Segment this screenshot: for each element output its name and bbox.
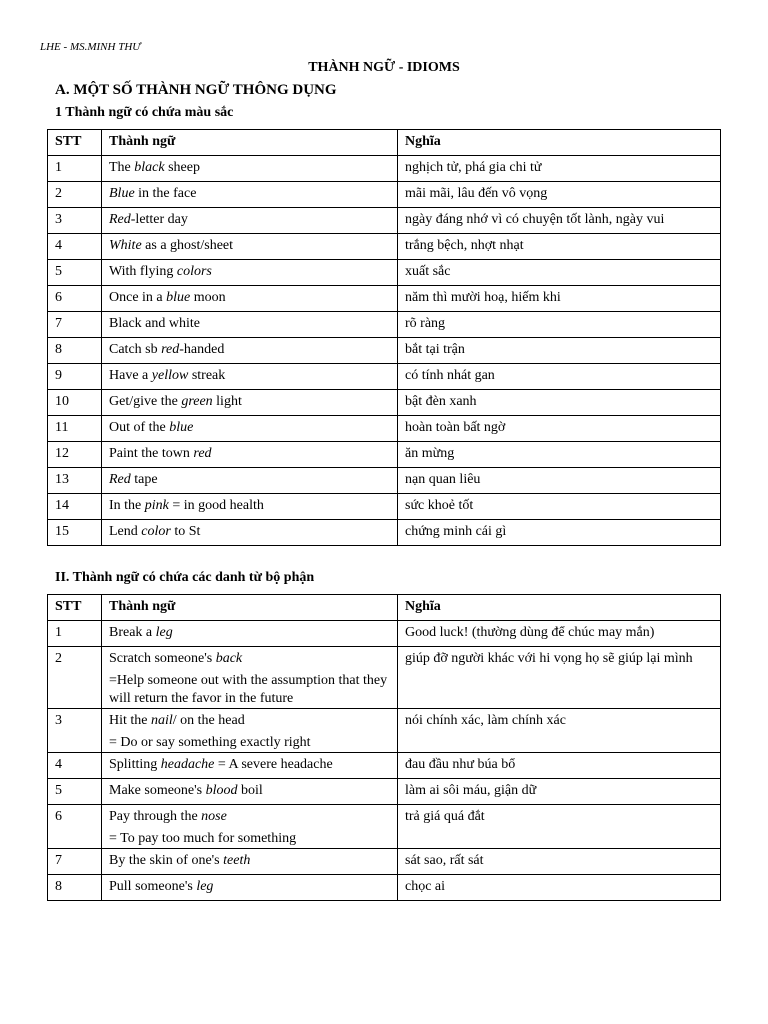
- idiom-keyword: red: [161, 342, 180, 357]
- meaning-cell: ngày đáng nhớ vì có chuyện tốt lành, ngày vui: [398, 208, 721, 234]
- idiom-keyword: color: [141, 524, 171, 539]
- table-row: [48, 442, 721, 468]
- idiom-keyword: leg: [196, 879, 214, 894]
- table-row: [48, 364, 721, 390]
- meaning-cell: nạn quan liêu: [398, 468, 721, 494]
- idioms-colors-table: [47, 129, 721, 546]
- table-row: [48, 468, 721, 494]
- idiom-keyword: nose: [201, 809, 227, 824]
- row-number: 1: [48, 156, 102, 182]
- meaning-cell: có tính nhát gan: [398, 364, 721, 390]
- idiom-text: Get/give the: [109, 394, 182, 409]
- idioms-body-parts-table: [47, 594, 721, 901]
- idiom-keyword: Red: [109, 472, 131, 487]
- idiom-cell: [102, 520, 398, 546]
- idiom-text: boil: [237, 783, 263, 798]
- idiom-text: streak: [188, 368, 226, 383]
- idiom-cell: [102, 779, 398, 805]
- document-header: LHE - MS.MINH THƯ: [40, 41, 141, 53]
- table-row: [48, 647, 721, 709]
- row-number: 8: [48, 338, 102, 364]
- idiom-keyword: headache: [160, 757, 215, 772]
- idiom-keyword: black: [134, 160, 165, 175]
- idiom-text: In the: [109, 498, 145, 513]
- row-number: 15: [48, 520, 102, 546]
- meaning-cell: sức khoẻ tốt: [398, 494, 721, 520]
- row-number: 7: [48, 849, 102, 875]
- idiom-text: Scratch someone's: [109, 651, 216, 666]
- idiom-keyword: White: [109, 238, 142, 253]
- idiom-text: as a ghost/sheet: [141, 238, 234, 253]
- meaning-cell: làm ai sôi máu, giận dữ: [398, 779, 721, 805]
- idiom-cell: [102, 875, 398, 901]
- table-row: [48, 875, 721, 901]
- row-number: 12: [48, 442, 102, 468]
- idiom-text: Splitting: [109, 757, 161, 772]
- table-row: [48, 182, 721, 208]
- row-number: 6: [48, 286, 102, 312]
- idiom-text: light: [212, 394, 242, 409]
- idiom-keyword: red: [193, 446, 212, 461]
- meaning-cell: nói chính xác, làm chính xác: [398, 709, 721, 753]
- document-title: THÀNH NGỮ - IDIOMS: [308, 60, 460, 75]
- row-number: 8: [48, 875, 102, 901]
- idiom-cell: [102, 621, 398, 647]
- idiom-cell: [102, 338, 398, 364]
- idiom-text: Pay through the: [109, 809, 202, 824]
- idiom-keyword: green: [181, 394, 213, 409]
- header-stt: STT: [48, 130, 102, 156]
- idiom-text: in the face: [134, 186, 197, 201]
- idiom-text: Break a: [109, 625, 156, 640]
- table-row: [48, 849, 721, 875]
- meaning-cell: rõ ràng: [398, 312, 721, 338]
- table-row: [48, 779, 721, 805]
- row-number: 4: [48, 753, 102, 779]
- table-row: [48, 520, 721, 546]
- idiom-text: -letter day: [130, 212, 188, 227]
- idiom-cell: [102, 805, 398, 849]
- row-number: 3: [48, 709, 102, 753]
- idiom-keyword: blood: [205, 783, 238, 798]
- row-number: 13: [48, 468, 102, 494]
- table-row: [48, 234, 721, 260]
- idiom-text: With flying: [109, 264, 177, 279]
- meaning-cell: mãi mãi, lâu đến vô vọng: [398, 182, 721, 208]
- idiom-text: -handed: [179, 342, 225, 357]
- meaning-cell: xuất sắc: [398, 260, 721, 286]
- idiom-cell: [102, 312, 398, 338]
- row-number: 11: [48, 416, 102, 442]
- meaning-cell: chứng minh cái gì: [398, 520, 721, 546]
- row-number: 10: [48, 390, 102, 416]
- table-row: [48, 312, 721, 338]
- idiom-text: Hit the: [109, 713, 151, 728]
- meaning-cell: trả giá quá đắt: [398, 805, 721, 849]
- table-row: [48, 286, 721, 312]
- row-number: 5: [48, 260, 102, 286]
- idiom-keyword: Red: [109, 212, 131, 227]
- table-row: [48, 416, 721, 442]
- meaning-cell: giúp đỡ người khác với hi vọng họ sẽ giúp lại mình: [398, 647, 721, 709]
- row-number: 4: [48, 234, 102, 260]
- idiom-cell: [102, 647, 398, 709]
- idiom-text: Have a: [109, 368, 152, 383]
- idiom-keyword: pink: [144, 498, 169, 513]
- row-number: 3: [48, 208, 102, 234]
- idiom-text: = A severe headache: [214, 757, 333, 772]
- meaning-cell: đau đầu như búa bổ: [398, 753, 721, 779]
- idiom-keyword: colors: [176, 264, 212, 279]
- idiom-text: Make someone's: [109, 783, 206, 798]
- table-row: [48, 208, 721, 234]
- row-number: 1: [48, 621, 102, 647]
- header-idiom: Thành ngữ: [102, 595, 398, 621]
- idiom-text: Lend: [109, 524, 142, 539]
- meaning-cell: chọc ai: [398, 875, 721, 901]
- idiom-cell: [102, 234, 398, 260]
- idiom-cell: [102, 468, 398, 494]
- header-stt: STT: [48, 595, 102, 621]
- idiom-keyword: leg: [155, 625, 173, 640]
- idiom-text: Once in a: [109, 290, 167, 305]
- meaning-cell: sát sao, rất sát: [398, 849, 721, 875]
- idiom-text: Out of the: [109, 420, 170, 435]
- idiom-definition: = Do or say something exactly right: [109, 735, 311, 750]
- idiom-keyword: yellow: [151, 368, 189, 383]
- meaning-cell: hoàn toàn bất ngờ: [398, 416, 721, 442]
- idiom-definition: =Help someone out with the assumption that they will return the favor in the future: [109, 673, 388, 706]
- idiom-text: to St: [170, 524, 201, 539]
- idiom-text: Black and white: [109, 316, 200, 331]
- idiom-cell: [102, 390, 398, 416]
- table2-title: II. Thành ngữ có chứa các danh từ bộ phận: [55, 570, 315, 585]
- idiom-cell: [102, 753, 398, 779]
- idiom-text: Catch sb: [109, 342, 162, 357]
- row-number: 2: [48, 647, 102, 709]
- idiom-text: Paint the town: [109, 446, 194, 461]
- meaning-cell: nghịch tử, phá gia chi tử: [398, 156, 721, 182]
- row-number: 7: [48, 312, 102, 338]
- idiom-text: By the skin of one's: [109, 853, 224, 868]
- table-row: [48, 390, 721, 416]
- header-idiom: Thành ngữ: [102, 130, 398, 156]
- idiom-text: Pull someone's: [109, 879, 197, 894]
- table-row: [48, 494, 721, 520]
- table-row: [48, 621, 721, 647]
- table-row: [48, 753, 721, 779]
- section-title: A. MỘT SỐ THÀNH NGỮ THÔNG DỤNG: [55, 82, 337, 98]
- row-number: 6: [48, 805, 102, 849]
- idiom-cell: [102, 286, 398, 312]
- idiom-keyword: nail: [151, 713, 173, 728]
- idiom-cell: [102, 709, 398, 753]
- header-meaning: Nghĩa: [398, 130, 721, 156]
- idiom-cell: [102, 260, 398, 286]
- idiom-cell: [102, 156, 398, 182]
- idiom-cell: [102, 442, 398, 468]
- table-header-row: [48, 595, 721, 621]
- idiom-text: = in good health: [168, 498, 264, 513]
- meaning-cell: ăn mừng: [398, 442, 721, 468]
- table-row: [48, 156, 721, 182]
- idiom-text: / on the head: [172, 713, 245, 728]
- table-row: [48, 805, 721, 849]
- idiom-keyword: Blue: [109, 186, 135, 201]
- idiom-cell: [102, 364, 398, 390]
- idiom-definition: = To pay too much for something: [109, 831, 297, 846]
- idiom-cell: [102, 849, 398, 875]
- meaning-cell: bật đèn xanh: [398, 390, 721, 416]
- table-row: [48, 709, 721, 753]
- row-number: 14: [48, 494, 102, 520]
- meaning-cell: trắng bệch, nhợt nhạt: [398, 234, 721, 260]
- idiom-text: sheep: [164, 160, 200, 175]
- meaning-cell: bắt tại trận: [398, 338, 721, 364]
- header-meaning: Nghĩa: [398, 595, 721, 621]
- row-number: 5: [48, 779, 102, 805]
- idiom-text: The: [109, 160, 135, 175]
- idiom-keyword: blue: [166, 290, 191, 305]
- idiom-cell: [102, 182, 398, 208]
- row-number: 2: [48, 182, 102, 208]
- table-row: [48, 260, 721, 286]
- row-number: 9: [48, 364, 102, 390]
- table-header-row: [48, 130, 721, 156]
- table1-title: 1 Thành ngữ có chứa màu sắc: [55, 105, 234, 120]
- idiom-keyword: back: [215, 651, 243, 666]
- meaning-cell: năm thì mười hoạ, hiếm khi: [398, 286, 721, 312]
- idiom-cell: [102, 208, 398, 234]
- idiom-cell: [102, 494, 398, 520]
- idiom-text: tape: [130, 472, 158, 487]
- idiom-keyword: teeth: [223, 853, 251, 868]
- idiom-keyword: blue: [169, 420, 194, 435]
- meaning-cell: Good luck! (thường dùng để chúc may mắn): [398, 621, 721, 647]
- idiom-cell: [102, 416, 398, 442]
- idiom-text: moon: [190, 290, 226, 305]
- table-row: [48, 338, 721, 364]
